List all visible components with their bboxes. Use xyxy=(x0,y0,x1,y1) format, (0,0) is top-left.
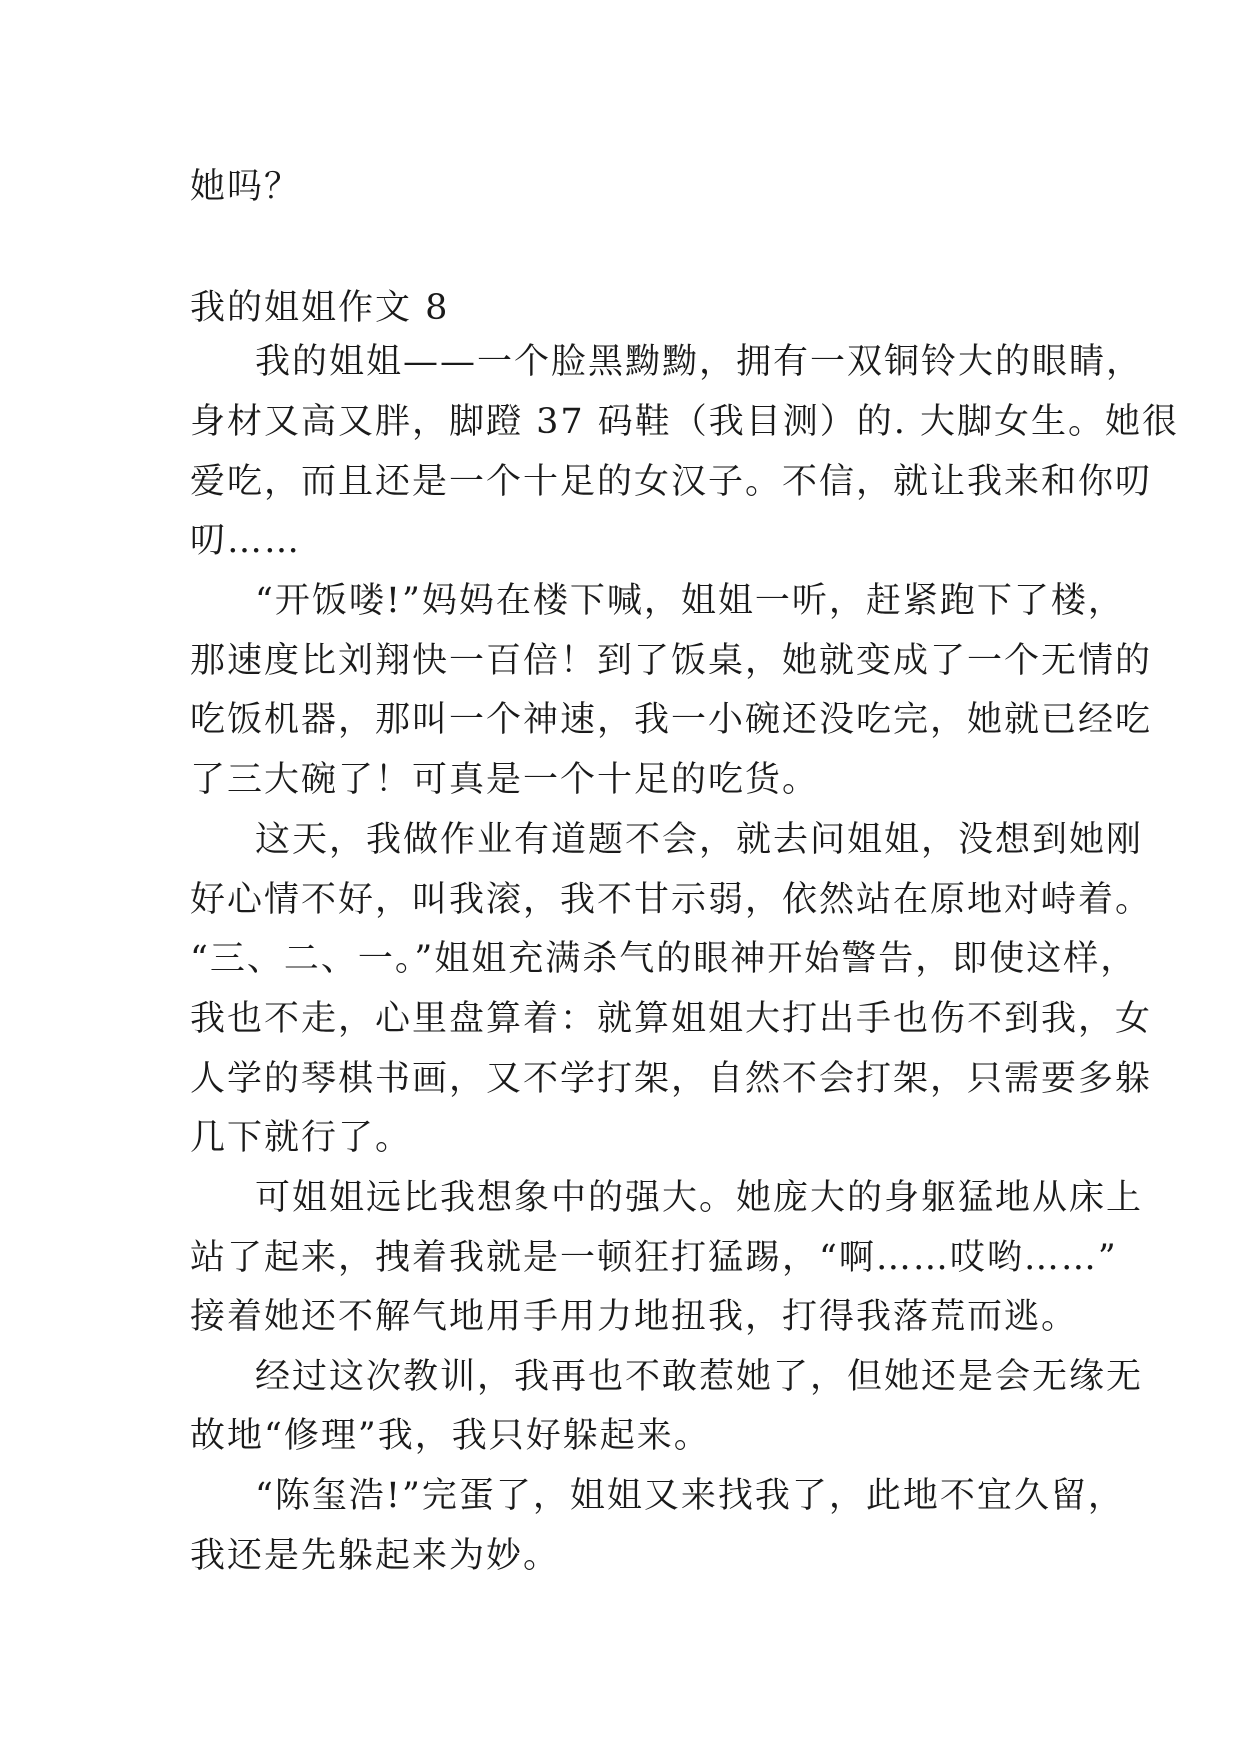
paragraph-line: 几下就行了。 xyxy=(190,1118,413,1158)
paragraph-line: 可姐姐远比我想象中的强大。她庞大的身躯猛地从床上 xyxy=(255,1178,1144,1218)
paragraph-line: 经过这次教训，我再也不敢惹她了，但她还是会无缘无 xyxy=(255,1357,1144,1397)
paragraph-line: 叨…… xyxy=(190,521,302,561)
paragraph-line: 故地“修理”我，我只好躲起来。 xyxy=(190,1416,711,1456)
paragraph-line: 站了起来，拽着我就是一顿狂打猛踢，“啊……哎哟……” xyxy=(190,1238,1118,1278)
paragraph-line: 吃饭机器，那叫一个神速，我一小碗还没吃完，她就已经吃 xyxy=(190,700,1153,740)
paragraph-line: 我的姐姐——一个脸黑黝黝，拥有一双铜铃大的眼睛， xyxy=(255,342,1144,382)
text-line-continuation: 她吗？ xyxy=(190,167,302,207)
paragraph-line: 我还是先躲起来为妙。 xyxy=(190,1536,561,1576)
paragraph-line: 那速度比刘翔快一百倍！到了饭桌，她就变成了一个无情的 xyxy=(190,641,1153,681)
paragraph-line: 接着她还不解气地用手用力地扭我，打得我落荒而逃。 xyxy=(190,1297,1079,1337)
paragraph-line: 了三大碗了！可真是一个十足的吃货。 xyxy=(190,760,820,800)
paragraph-line: “陈玺浩!”完蛋了，姐姐又来找我了，此地不宜久留， xyxy=(255,1476,1125,1516)
essay-title: 我的姐姐作文 8 xyxy=(190,288,450,328)
paragraph-line: 好心情不好，叫我滚，我不甘示弱，依然站在原地对峙着。 xyxy=(190,880,1153,920)
paragraph-line: 身材又高又胖，脚蹬 37 码鞋（我目测）的. 大脚女生。她很 xyxy=(190,402,1180,442)
paragraph-line: “开饭喽!”妈妈在楼下喊，姐姐一听，赶紧跑下了楼， xyxy=(255,581,1125,621)
paragraph-line: 爱吃，而且还是一个十足的女汉子。不信，就让我来和你叨 xyxy=(190,462,1153,502)
paragraph-line: 人学的琴棋书画，又不学打架，自然不会打架，只需要多躲 xyxy=(190,1059,1153,1099)
paragraph-line: “三、二、一。”姐姐充满杀气的眼神开始警告，即使这样， xyxy=(190,939,1138,979)
paragraph-line: 这天，我做作业有道题不会，就去问姐姐，没想到她刚 xyxy=(255,820,1144,860)
paragraph-line: 我也不走，心里盘算着：就算姐姐大打出手也伤不到我，女 xyxy=(190,999,1153,1039)
